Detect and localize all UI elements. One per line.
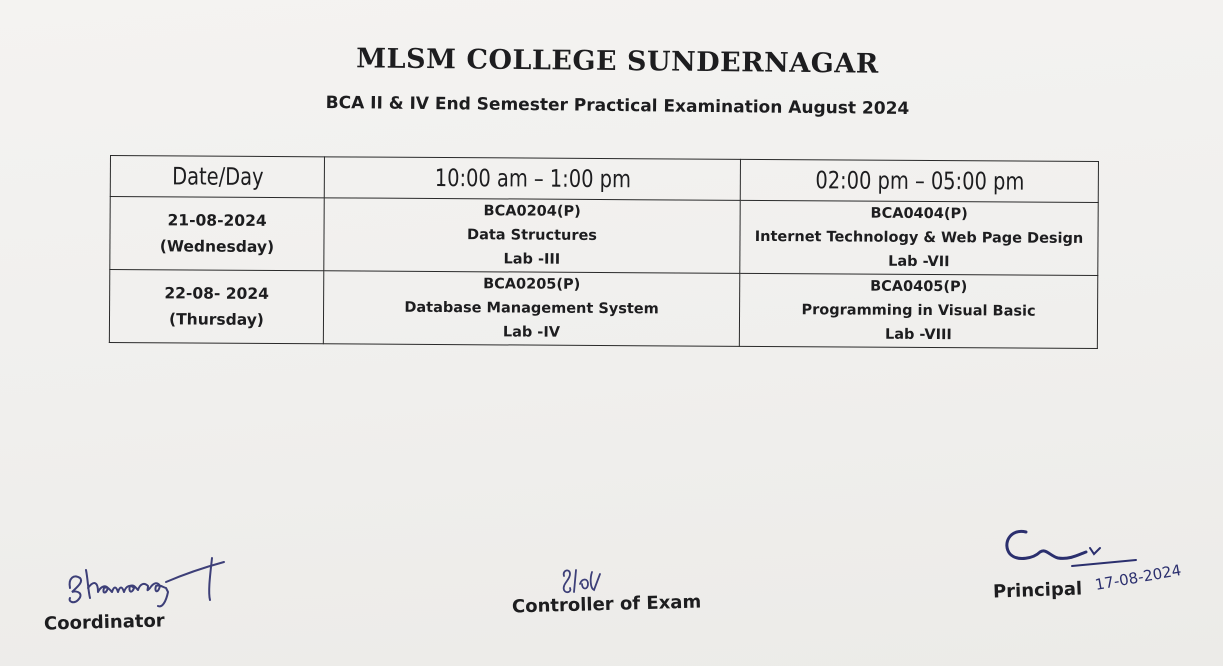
morning-session-cell bbox=[323, 271, 739, 347]
course-subject: Data Structures bbox=[467, 227, 598, 244]
course-code: BCA0205(P) bbox=[483, 276, 581, 293]
course-subject: Database Management System bbox=[404, 299, 659, 318]
exam-title: BCA II & IV End Semester Practical Examination August 2024 bbox=[325, 92, 910, 120]
lab-name: Lab -IV bbox=[502, 324, 561, 341]
table-row bbox=[110, 197, 1098, 276]
afternoon-session-cell bbox=[739, 273, 1097, 348]
course-subject: Programming in Visual Basic bbox=[801, 302, 1036, 320]
course-code: BCA0204(P) bbox=[483, 203, 581, 220]
morning-session-cell bbox=[324, 198, 740, 274]
column-header-date: Date/Day bbox=[121, 156, 314, 198]
schedule-table bbox=[109, 155, 1099, 349]
date-cell bbox=[110, 197, 324, 271]
exam-day: (Wednesday) bbox=[159, 237, 275, 257]
principal-date: 17-08-2024 bbox=[1093, 561, 1183, 594]
course-code: BCA0405(P) bbox=[870, 278, 968, 296]
controller-label: Controller of Exam bbox=[511, 591, 702, 618]
lab-name: Lab -VII bbox=[888, 253, 950, 271]
college-title: MLSM COLLEGE SUNDERNAGAR bbox=[356, 43, 879, 80]
exam-date: 22-08- 2024 bbox=[164, 284, 269, 303]
coordinator-label: Coordinator bbox=[43, 610, 165, 635]
exam-date: 21-08-2024 bbox=[167, 211, 267, 230]
afternoon-session-cell bbox=[740, 200, 1098, 275]
lab-name: Lab -III bbox=[503, 251, 561, 268]
column-header-morning: 10:00 am – 1:00 pm bbox=[345, 157, 720, 200]
date-cell bbox=[109, 270, 323, 344]
table-header-row bbox=[110, 156, 1098, 203]
principal-label: Principal bbox=[992, 578, 1083, 603]
exam-day: (Thursday) bbox=[169, 310, 264, 329]
lab-name: Lab -VIII bbox=[884, 326, 952, 344]
course-subject: Internet Technology & Web Page Design bbox=[754, 228, 1084, 247]
column-header-afternoon: 02:00 pm – 05:00 pm bbox=[758, 159, 1080, 202]
coordinator-signature bbox=[62, 548, 232, 612]
table-row bbox=[109, 270, 1097, 349]
course-code: BCA0404(P) bbox=[870, 205, 968, 223]
